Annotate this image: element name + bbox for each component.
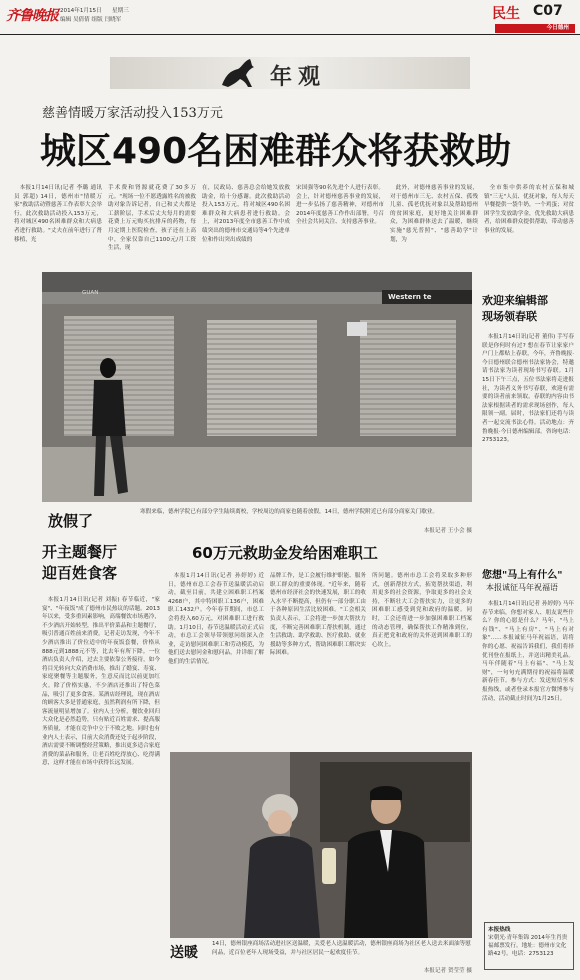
restaurant-headline-2: 迎百姓食客	[42, 564, 118, 582]
photo-caption: 寒假来临，德州学院已有部分学生陆续离校，学校周边的商家也随着放假，14日，德州学院附近已有部分商家关门歇业。	[140, 509, 438, 515]
paper-logo: 齐鲁晚报	[6, 8, 58, 24]
right-headline-2: 现场领春联	[482, 310, 537, 323]
shop-sign-gua: GUAN	[82, 290, 99, 296]
promo-title: 您想"马上有什么"	[482, 570, 563, 581]
sub-section-bar	[495, 24, 575, 33]
aid-photo-caption: 14日，德州银座商场活动进社区送温暖，关爱老人送温暖活动，德州银座商场为社区老人送去米面油等慰问品，近百位老年人现场受益，并与社区居民一起欢度佳节。	[212, 941, 471, 956]
lead-column-1: 本报1月14日讯(记者 李璐 通讯员 郭超) 14日，德州市"情暖万家"救助活动暨慈善工作表彰大会举行，此次救助活动投入153万元，将对城区490名困难群众和大病患者进行救助。"丈夫在前年进行了肾移植，光	[14, 185, 102, 243]
lead-column-3: 在，民政局、慈善总会给她发放救助金，给十分感谢。此次救助活动投入153万元，将对城区490名困难群众和大病患者进行救助。会上，对2013年度全市慈善工作中成绩突出的德州市交通局等4个先进单位和作出突出成绩的	[202, 185, 290, 243]
aid-headline: 60万元救助金发给困难职工	[192, 544, 378, 562]
shutter-middle	[207, 320, 317, 436]
lead-column-4: 宋国强等90名先进个人进行表彰。会上，针对德州慈善事业的发展，进一步弘扬了慈善精神，对德州市2014年度慈善工作作出部署，号召全社会共同关注、支持慈善事业。	[296, 185, 384, 226]
page-number: C07	[533, 3, 563, 19]
aid-photo-credit: 本报记者 贺莹莹 摄	[423, 968, 472, 974]
right-headline-1: 欢迎来编辑部	[482, 294, 548, 307]
sub-section-name: 今日德州	[546, 25, 569, 31]
restaurant-headline-1: 开主题餐厅	[42, 543, 118, 561]
pedestrian-figure	[82, 356, 136, 502]
hotline-box-title: 本报热线	[488, 927, 511, 933]
banner-title: 年观	[270, 64, 327, 90]
header-rule	[0, 34, 580, 35]
air-conditioner	[347, 322, 367, 336]
promo-subtitle: 本报诚征马年祝福语	[486, 583, 558, 592]
issue-date: 2014年1月15日	[60, 8, 102, 14]
lead-column-6: 全市集中供养的农村五保和城镇"三无"人员、优抚对象，每人每天早餐提供一袋牛奶，一个鸡蛋；对贫困学生发放助学金，优先救助大病患者，给困难群众提供帮助，带动慈善事业的发展。	[484, 185, 574, 234]
promo-body: 本报1月14日讯(记者 孙婷婷) 马年春节来临，你想对家人、朋友说些什么？你的心愿是什么？马年，"马上有钱"、"马上有房"、"马上有对象"……本报诚征马年祝福语，请将你的心愿、祝福告诉我们，我们将择优刊登在报纸上，并送出精美礼品。马年伴随着"马上有福"、"马上发财"，一句句充满期待的祝福将温暖新春佳节。参与方式：发送短信至本报热线，或者登录本报官方微博参与活动，活动截止时间为1月25日。	[482, 601, 574, 702]
hotline-box-text: 宋朝光·青年集锦 2014年生肖贵福邮票发行。地址：德州市文化路42号。电话：2753123	[488, 935, 568, 957]
photo-caption-head: 放假了	[48, 512, 94, 530]
hotline-box	[484, 922, 574, 970]
banner	[110, 57, 470, 89]
man-in-suit-figure	[340, 782, 430, 938]
issue-weekday: 星期三	[112, 8, 129, 14]
section-name: 民生	[492, 6, 520, 22]
lead-column-5: 此外，对德州慈善事业的发展，对于德州市三无、农村五保、孤残儿童、孤老优抚对象以及帮助德州的贫困家庭，更好地关注困难群众，为困难群体送去了温暖，继续实施"慈光普照"、"慈善助学"计划，为	[390, 185, 478, 243]
restaurant-body: 本报1月14日讯(记者 刘振) 春节临近，"家宴"、"年夜饭"成了德州市民热议的话题。2013年以来，受多重因素影响，高端餐饮市场遇冷，不少酒店开始转型，推出平价菜品和主题餐厅，吸引普通百姓前来消费。记者走访发现，今年不少酒店推出了价位适中的年夜饭套餐，价格从888元到1888元不等，比去年有所下降。一位酒店负责人介绍，过去主要依靠公务接待，如今将目光转向大众消费市场，推出了婚宴、寿宴、家庭聚餐等主题服务，生意反而比以前更加红火。除了价格实惠，不少酒店还推出了特色菜品，吸引了更多食客。某酒店经理说，现在酒店的顾客大多是普通家庭，虽然利润有所下降，但客流量明显增加了。业内人士分析，餐饮业回归大众化是必然趋势，只有贴近百姓需求、提高服务质量，才能在竞争中立于不败之地。同时也有业内人士表示，目前大众消费还处于起步阶段，酒店需要不断调整经营策略，推出更多适合家庭消费的菜品和服务，让老百姓吃得放心、吃得满意，这样才能在市场中获得长远发展。	[42, 597, 160, 767]
photo-shops-closed	[42, 272, 472, 502]
editors-line: 编辑 吴倩倩 组版 闫晓军	[60, 17, 122, 23]
aid-photo-tag: 送暖	[170, 945, 198, 961]
shop-sign-left	[42, 272, 472, 292]
aid-column-3: 所问题。德州市总工会将采取多种形式，创新帮扶方式，拓宽帮扶渠道，利用更多的社会资源，争取更多的社会支持，不断壮大工会帮扶实力，让更多的困难职工感受到党和政府的温暖。同时，工会还将进一步加强困难职工档案的动态管理，确保帮扶工作精准到位，真正把党和政府的关怀送到困难职工的心坎上。	[372, 573, 472, 648]
lead-headline: 城区490名困难群众将获救助	[40, 131, 512, 172]
shop-sign-western-text: Western te	[388, 293, 432, 301]
photo-donation	[170, 752, 472, 938]
aid-column-2: 品牌工作，是工会履行维护职能、服务职工群众的重要体现。"近年来，随着德州市经济社会的快速发展，职工的收入水平不断提高，但仍有一部分职工由于各种原因生活比较困难。"工会相关负责人表示，工会将进一步加大帮扶力度，不断完善困难职工帮扶机制，通过生活救助、助学救助、医疗救助、就业援助等多种方式，帮助困难职工解决实际困难。	[270, 573, 366, 657]
horse-icon	[218, 57, 258, 89]
lead-subheadline: 慈善情暖万家活动投入153万元	[42, 106, 223, 121]
elderly-woman-figure	[240, 788, 330, 938]
shop-sign-western	[382, 290, 472, 304]
lead-column-2: 手术费和肾源就花费了30多万元。"现场一位不愿透露姓名的被救助对象告诉记者，自己和丈夫都是工薪阶层，手术后丈夫每月的需要花费上万元购买抗排斥的药物，每月定期上医院检查，孩子还在上高中，全家仅靠自己1100元/月工资生活，现	[108, 185, 196, 252]
right-column-body: 本报1月14日讯(记者 董伟) 手写春联是你何时有过? 想在春节让家家户户门上都贴上春联，今年，齐鲁晚报·今日德州联合德州书法家协会，特邀请书法家为读者现场书写春联。1月15日下午三点，五位书法家将走进报社，为读者义务书写春联，欢迎有需要的读者前来领取。春联的内容由书法家根据读者的需求现场创作，每人限领一副。届时，书法家们还将与读者一起交流书法心得。活动地点：齐鲁晚报·今日德州编辑部。咨询电话：2753123。	[482, 334, 574, 444]
aid-column-1: 本报1月14日讯(记者 孙婷婷) 近日，德州市总工会春节送温暖活动启动，截至目前，共建立困难职工档案4268户，其中特困职工136户，困难职工1432户。今年春节期间，市总工会将投入60万元，对困难职工进行救助。1月10日，春节送温暖活动正式启动，市总工会领导带领慰问组深入企业，走访慰问困难职工和劳动模范，为他们送去慰问金和慰问品，并详细了解他们的生活情况。	[168, 573, 264, 665]
shutter-right	[360, 320, 456, 436]
photo-credit: 本报记者 王小会 摄	[423, 528, 472, 534]
gift-bottle	[322, 848, 336, 884]
masthead	[0, 0, 580, 34]
